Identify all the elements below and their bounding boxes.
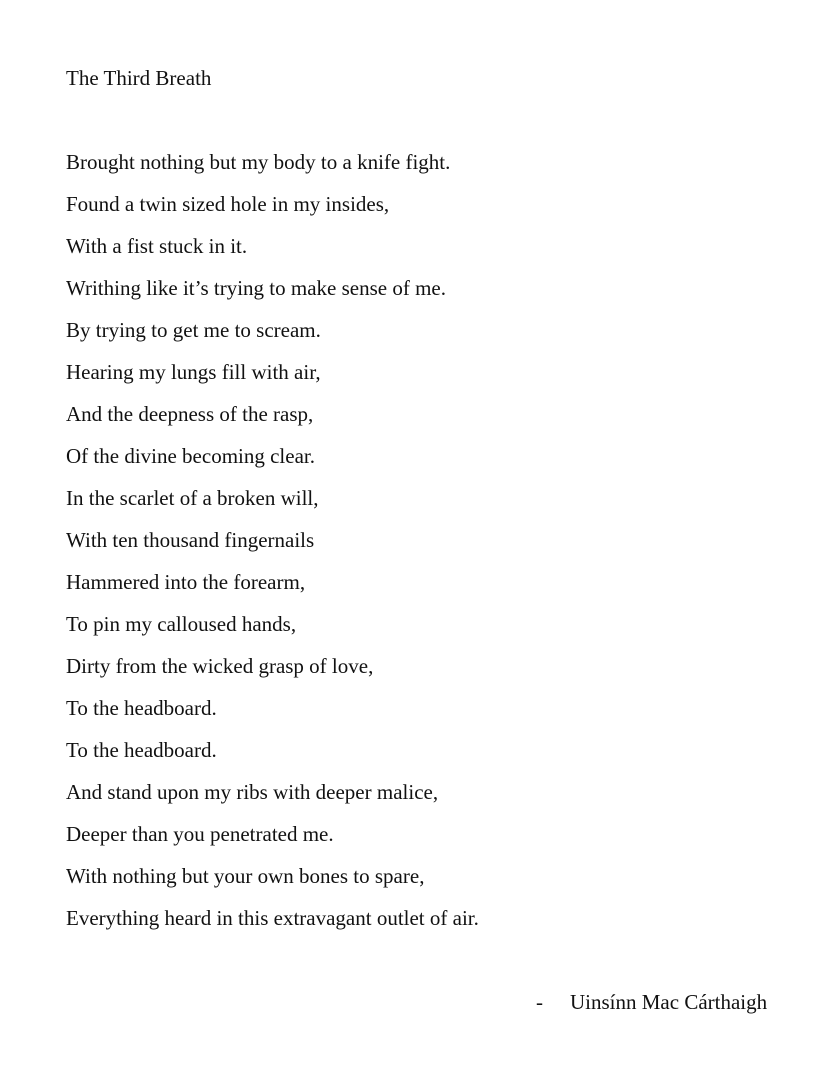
signature-dash: - bbox=[536, 990, 543, 1014]
poem-line: Hammered into the forearm, bbox=[66, 570, 306, 594]
poem-line: Dirty from the wicked grasp of love, bbox=[66, 654, 374, 678]
poem-line: To the headboard. bbox=[66, 738, 217, 762]
poem-line: In the scarlet of a broken will, bbox=[66, 486, 319, 510]
poem-line: Writhing like it’s trying to make sense of me. bbox=[66, 276, 446, 300]
poem-line: Of the divine becoming clear. bbox=[66, 444, 315, 468]
poem-body bbox=[66, 148, 479, 946]
poem-line: Hearing my lungs fill with air, bbox=[66, 360, 321, 384]
poem-line: By trying to get me to scream. bbox=[66, 318, 321, 342]
poem-line: Brought nothing but my body to a knife fight. bbox=[66, 150, 451, 174]
poem-line: Found a twin sized hole in my insides, bbox=[66, 192, 390, 216]
poem-line: With nothing but your own bones to spare, bbox=[66, 864, 425, 888]
poem-title: The Third Breath bbox=[66, 66, 212, 90]
author-signature bbox=[536, 988, 767, 1016]
poem-line: With a fist stuck in it. bbox=[66, 234, 248, 258]
author-name: Uinsínn Mac Cárthaigh bbox=[570, 990, 768, 1014]
poem-line: To pin my calloused hands, bbox=[66, 612, 297, 636]
poem-line: Deeper than you penetrated me. bbox=[66, 822, 334, 846]
poem-line: With ten thousand fingernails bbox=[66, 528, 315, 552]
poem-line: To the headboard. bbox=[66, 696, 217, 720]
poem-line: And the deepness of the rasp, bbox=[66, 402, 314, 426]
poem-line: Everything heard in this extravagant outlet of air. bbox=[66, 906, 479, 930]
poem-line: And stand upon my ribs with deeper malice, bbox=[66, 780, 439, 804]
